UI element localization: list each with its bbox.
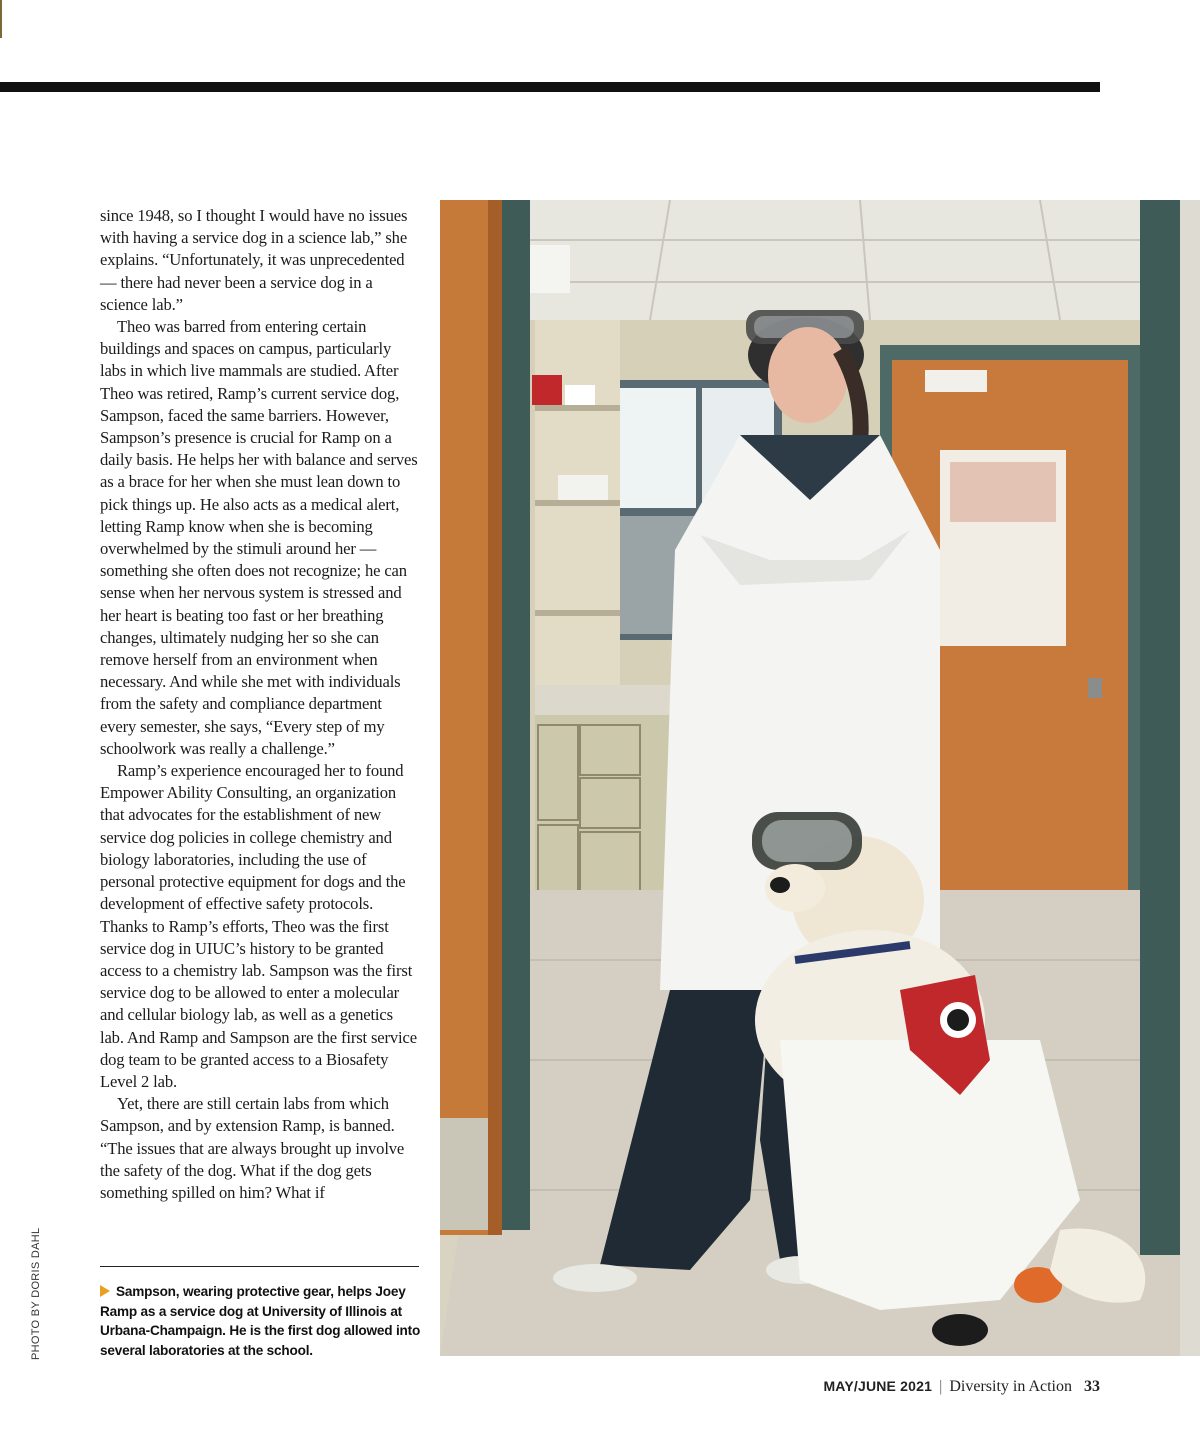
- footer-separator: |: [939, 1378, 943, 1395]
- page-footer: [823, 1378, 1100, 1396]
- caption-arrow-icon: [100, 1285, 110, 1297]
- corner-crop-mark: [0, 0, 2, 38]
- paragraph: Ramp’s experience encouraged her to found Empower Ability Consulting, an organization that advocates for the establishment of new service dog policies in college chemistry and biology laboratories, including the use of personal protective equipment for dogs and the development of effective safety protocols. Thanks to Ramp’s efforts, Theo was the first service dog in UIUC’s history to be granted access to a chemistry lab. Sampson was the first service dog to be allowed to enter a molecular and cellular biology lab, as well as a genetics lab. And Ramp and Sampson are the first service dog team to be granted access to a Biosafety Level 2 lab.: [100, 761, 417, 1091]
- magazine-name: Diversity in Action: [949, 1378, 1072, 1395]
- photo-caption: [100, 1282, 440, 1360]
- caption-text: Sampson, wearing protective gear, helps Joey Ramp as a service dog at University of Illinois at Urbana-Champaign. He is the first dog allowed into several laboratories at the school.: [100, 1284, 421, 1358]
- lab-photo: [440, 200, 1200, 1356]
- paragraph: Yet, there are still certain labs from which Sampson, and by extension Ramp, is banned. “The issues that are always brought up involve the safety of the dog. What if the dog gets something spilled on him? What if: [100, 1094, 405, 1202]
- issue-date: MAY/JUNE 2021: [823, 1378, 933, 1394]
- paragraph: Theo was barred from entering certain buildings and spaces on campus, particularly labs in which live mammals are studied. After Theo was retired, Ramp’s current service dog, Sampson, faced the same barriers. However, Sampson’s presence is crucial for Ramp on a daily basis. He helps her with balance and serves as a brace for her when she must lean down to pick things up. He also acts as a medical alert, letting Ramp know when she is becoming overwhelmed by the stimuli around her — something she often does not recognize; he can sense when her nervous system is stressed and her heart is beating too fast or her breathing changes, ultimately nudging her so she can remove herself from an environment when necessary. And while she met with individuals from the safety and compliance department every semester, she says, “Every step of my schoolwork was really a challenge.”: [100, 317, 418, 758]
- article-body: [100, 205, 420, 1204]
- photo-credit: PHOTO BY DORIS DAHL: [30, 1227, 42, 1360]
- page-number: 33: [1084, 1378, 1100, 1395]
- top-rule: [0, 82, 1100, 92]
- caption-rule: [100, 1266, 419, 1267]
- paragraph: since 1948, so I thought I would have no issues with having a service dog in a science lab,” she explains. “Unfortunately, it was unprecedented — there had never been a service dog in a science lab.”: [100, 206, 408, 314]
